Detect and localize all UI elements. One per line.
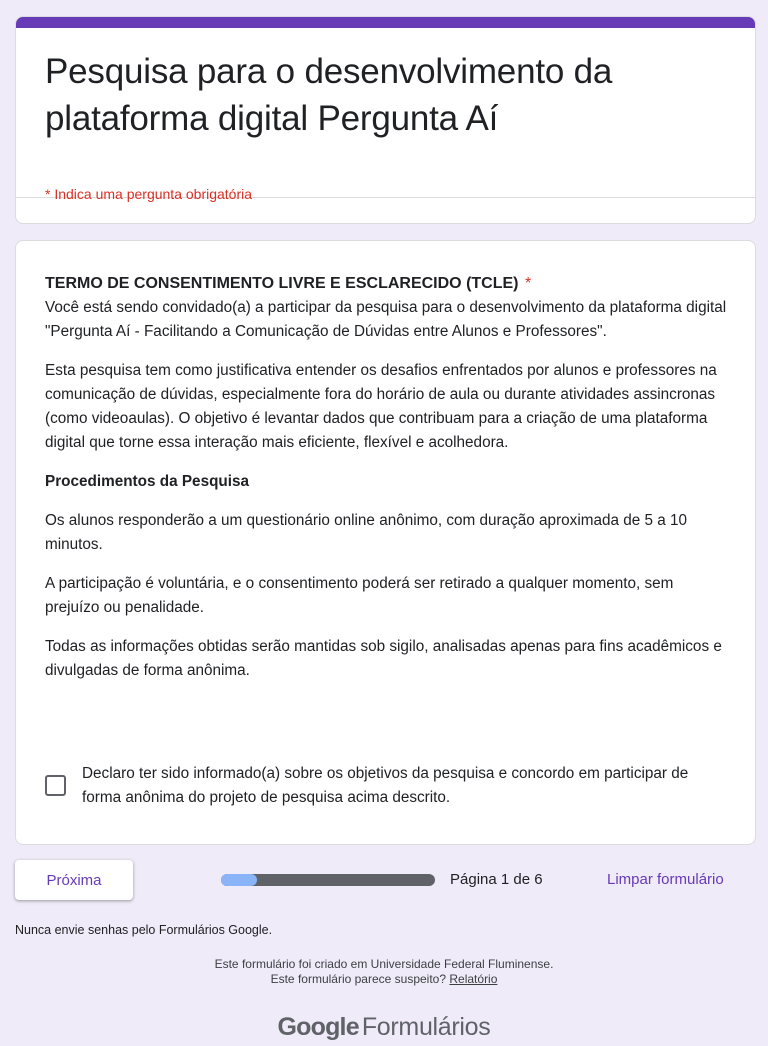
- required-star-icon: *: [524, 275, 532, 292]
- consent-checkbox-option[interactable]: [45, 762, 735, 810]
- required-note: * Indica uma pergunta obrigatória: [45, 186, 253, 202]
- clear-form-button[interactable]: Limpar formulário: [607, 871, 724, 888]
- question-title-text: TERMO DE CONSENTIMENTO LIVRE E ESCLARECIDO (TCLE): [45, 275, 519, 292]
- report-link[interactable]: Relatório: [449, 972, 498, 986]
- page-indicator: Página 1 de 6: [450, 871, 543, 888]
- procedure-duration: Os alunos responderão a um questionário online anônimo, com duração aproximada de 5 a 10 minutos.: [45, 512, 688, 553]
- created-in-text: Este formulário foi criado em Universidade Federal Fluminense.: [214, 957, 554, 971]
- logo-google-wordmark: Google: [277, 1013, 359, 1041]
- consent-question-card: [15, 240, 756, 845]
- description-intro: Você está sendo convidado(a) a participar da pesquisa para o desenvolvimento da plataforma digital "Pergunta Aí - Facilitando a Comunicação de Dúvidas entre Alunos e Professores".: [45, 299, 727, 340]
- password-warning: Nunca envie senhas pelo Formulários Google.: [15, 923, 273, 937]
- description-justification: Esta pesquisa tem como justificativa entender os desafios enfrentados por alunos e professores na comunicação de dúvidas, especialmente fora do horário de aula ou durante atividades assincronas (como videoaulas). O objetivo é levantar dados que contribuam para a criação de uma plataforma digital que torne essa interação mais eficiente, flexível e acolhedora.: [45, 362, 717, 451]
- logo-product-name: Formulários: [361, 1013, 491, 1041]
- google-forms-logo[interactable]: [0, 1010, 768, 1044]
- procedure-confidentiality: Todas as informações obtidas serão mantidas sob sigilo, analisadas apenas para fins acadêmicos e divulgadas de forma anônima.: [45, 638, 722, 679]
- procedure-voluntary: A participação é voluntária, e o consentimento poderá ser retirado a qualquer momento, sem prejuízo ou penalidade.: [45, 575, 674, 616]
- form-title: Pesquisa para o desenvolvimento da plataforma digital Pergunta Aí: [45, 52, 613, 138]
- consent-checkbox-label[interactable]: Declaro ter sido informado(a) sobre os objetivos da pesquisa e concordo em participar de forma anônima do projeto de pesquisa acima descrito.: [82, 765, 689, 806]
- question-title: [45, 272, 730, 296]
- checkbox-icon[interactable]: [45, 775, 66, 796]
- form-header-card: [15, 16, 756, 224]
- question-body: [45, 272, 730, 683]
- next-button[interactable]: Próxima: [15, 860, 133, 900]
- suspicious-prompt: Este formulário parece suspeito?: [270, 972, 447, 986]
- suspicious-row: [0, 972, 768, 987]
- header-accent-bar: [16, 17, 755, 28]
- progress-bar: [221, 874, 435, 886]
- footer-info: [0, 957, 768, 987]
- progress-bar-fill: [221, 874, 257, 886]
- procedures-heading: Procedimentos da Pesquisa: [45, 473, 250, 490]
